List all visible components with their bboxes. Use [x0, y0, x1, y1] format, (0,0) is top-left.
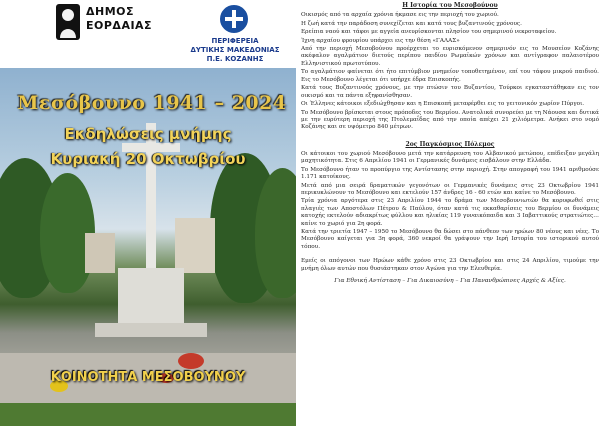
poster-subtitle-events: Εκδηλώσεις μνήμης — [64, 125, 232, 143]
municipality-line2: ΕΟΡΔΑΙΑΣ — [86, 19, 153, 32]
history-paragraph: Οι Έλληνες κάτοικοι εξεδιώχθησαν και η Επισκοπή μεταφέρθει εις το γειτονικόν χωρίον Πύργοι. — [301, 101, 585, 108]
region-line3: Π.Ε. ΚΟΖΑΝΗΣ — [206, 55, 264, 63]
ww2-closing: Εμείς οι απόγονοι των Ηρώων κάθε χρόνο στις 23 Οκτωβρίου και στις 24 Απριλίου, τιμούμε την μνήμη όλων αυτών που θυσιάστηκαν στον Αγώνα για την Ελευθερία. — [301, 258, 599, 272]
history-paragraph: Το αγαλμάτιον φαίνεται ότι ήτο επιτύμβιον μνημείον τοποθετημένον, επί του τάφου μικρού παιδιού. Εις το Μεσόβουνο λέγεται ότι υπήρχε έδρα Επισκοπής. — [301, 69, 599, 83]
history-paragraph: Ίχνη αρχαίου φρουρίου υπάρχει εις την θέση «ΓΑΛΑΣ» — [301, 37, 460, 44]
history-title: Η Ιστορία του Μεσοβούνου — [402, 2, 498, 9]
municipality-logo-icon — [56, 4, 80, 40]
ww2-title: 2ος Παγκόσμιος Πόλεμος — [405, 140, 495, 148]
greek-emblem-icon — [220, 5, 248, 33]
municipality-name — [86, 5, 152, 33]
ww2-footer: Για Εθνική Αντίσταση – Για Δικαιοσύνη – Για Πανανθρώπινες Αρχές & Αξίες. — [334, 277, 566, 284]
ww2-paragraph: Οι κάτοικοι του χωριού Μεσόβουνο μετά την κατάρρευση του Αλβανικού μετώπου, επέδειξαν μεγάλη μαχητικότητα. Στις 6 Απριλίου 1941 οι Γερμανικές δυνάμεις εισβάλουν στην Ελλάδα. — [301, 150, 599, 165]
history-paragraph: Κατά τους Βυζαντινούς χρόνους, με την πτώσιν του Βυζαντίου, Τούρκοι εγκαταστάθηκαν εις τον οικισμό και τα πάντα εξηφανίσθησαν. — [301, 85, 599, 99]
poster — [0, 0, 296, 426]
history-paragraph: Από την περιοχή Μεσοβούνου προέρχεται το ευρισκόμενον σημερινόν εις το Μουσείον Κοζάνης ακέφαλον αγαλμάτιον διετούς περίπου παιδίου Ρωμαϊκών χρόνων και αντίγραφον παλαιοτέρου Ελληνιστικού πρωτοτύπου. — [301, 46, 599, 67]
history-paragraph: Ερείπια ναού και τάφοι με αγγεία ανευρίσκονται πλησίον του σημερινού νεκροταφείου. — [301, 29, 557, 36]
poster-title: Μεσόβουνο 1941 – 2024 — [17, 92, 287, 114]
ww2-paragraph: Κατά την τριετία 1947 – 1950 το Μεσόβουνο θα δώσει στο πάνθεον των ηρώων 80 νέους και νέες. Το Μεσόβουνο καίγεται για 3η φορά, 360 νεκροί θα γράψουν την Ιερή Ιστορία του ιστορικού αυτού τόπου. — [301, 229, 599, 250]
history-text — [301, 0, 599, 426]
municipality-line1: ΔΗΜΟΣ — [86, 5, 135, 18]
poster-subtitle-date: Κυριακή 20 Οκτωβρίου — [50, 150, 246, 168]
poster-community: ΚΟΙΝΟΤΗΤΑ ΜΕΣΟΒΟΥΝΟΥ — [50, 370, 246, 385]
ww2-paragraph: Μετά από μια σειρά δραματικών γεγονότων οι Γερμανικές δυνάμεις στις 23 Οκτωβρίου 1941 περικυκλώνουν το Μεσόβουνο και εκτελούν 157 άνδρες 16 - 60 ετών και καίνε το Μεσόβουνο. — [301, 182, 599, 196]
history-paragraph: Το Μεσόβουνο βρίσκεται στους πρόποδες του Βερμίου. Ανατολικά συνορεύει με τη Νάουσα και δυτικά με την ευρύτερη περιοχή της Πτολεμαΐδας από την οποία απέχει 21 χιλιόμετρα. Ανήκει στο νομό Κοζάνης και σε υψόμετρο 840 μέτρων. — [301, 109, 599, 131]
ww2-paragraph: Το Μεσόβουνο ήταν το προπύργιο της Αντίστασης στην περιοχή. Στην απογραφή του 1941 αριθμούσε 1.171 κατοίκους. — [301, 166, 599, 181]
region-name — [190, 37, 280, 64]
memorial-monument — [118, 268, 184, 328]
history-paragraph: Οικισμός από τα αρχαία χρόνια ήκμασε εις την περιοχή του χωριού. — [301, 12, 499, 18]
region-line1: ΠΕΡΙΦΕΡΕΙΑ — [211, 37, 259, 45]
history-paragraph: Η ζωή κατά την παράδοση συνεχίζεται και κατά τους βυζαντινούς χρόνους. — [301, 20, 522, 27]
ww2-paragraph: Τρία χρόνια αργότερα στις 23 Απριλίου 1944 το δράμα των Μεσοβουνιωτών θα κορυφωθεί στις πλαγιές των Αποστόλων Πέτρου & Παύλου, όταν κατά τις εκκαθαρίσεις του Βερμίου οι δυνάμεις κατοχής εκτελούν αδιακρίτως φύλλου και ηλικίας 119 γυναικόπαιδα και 3 Ιαβαττικούς στρατιώτες… καίνε το χωριό για 2η φορά. — [301, 198, 599, 227]
region-line2: ΔΥΤΙΚΗΣ ΜΑΚΕΔΟΝΙΑΣ — [190, 46, 280, 54]
